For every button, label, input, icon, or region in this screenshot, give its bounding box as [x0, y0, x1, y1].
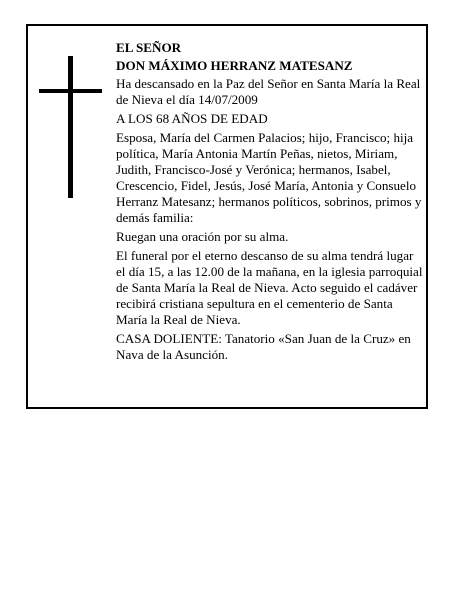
obituary-family: Esposa, María del Carmen Palacios; hijo, Francisco; hija política, María Antonia Martín Peñas, nietos, Miriam, Judith, Francisco-José y Verónica; hermanos, Isabel, Crescencio, Fidel, Jesús, José María, Antonia y Consuelo Herranz Matesanz; hermanos políticos, sobrinos, primos y demás familia: — [116, 130, 422, 225]
cross-icon — [68, 56, 73, 198]
obituary-funeral-details: El funeral por el eterno descanso de su alma tendrá lugar el día 15, a las 12.00 de la mañana, en la iglesia parroquial de Santa María la Real de Nieva. Acto seguido el cadáver recibirá cristiana sepultura en el cementerio de Santa María la Real de Nieva. — [116, 248, 423, 327]
obituary-text — [116, 40, 424, 366]
obituary-funeral-home: CASA DOLIENTE: Tanatorio «San Juan de la Cruz» en Nava de la Asunción. — [116, 331, 411, 362]
obituary-prayer: Ruegan una oración por su alma. — [116, 229, 289, 244]
obituary-notice — [26, 24, 428, 409]
obituary-death-announcement: Ha descansado en la Paz del Señor en Santa María la Real de Nieva el día 14/07/2009 — [116, 76, 421, 107]
obituary-deceased-name: DON MÁXIMO HERRANZ MATESANZ — [116, 58, 353, 73]
obituary-heading-title: EL SEÑOR — [116, 40, 182, 55]
obituary-age: A LOS 68 AÑOS DE EDAD — [116, 111, 268, 126]
cross-icon-crossbar — [39, 89, 102, 93]
